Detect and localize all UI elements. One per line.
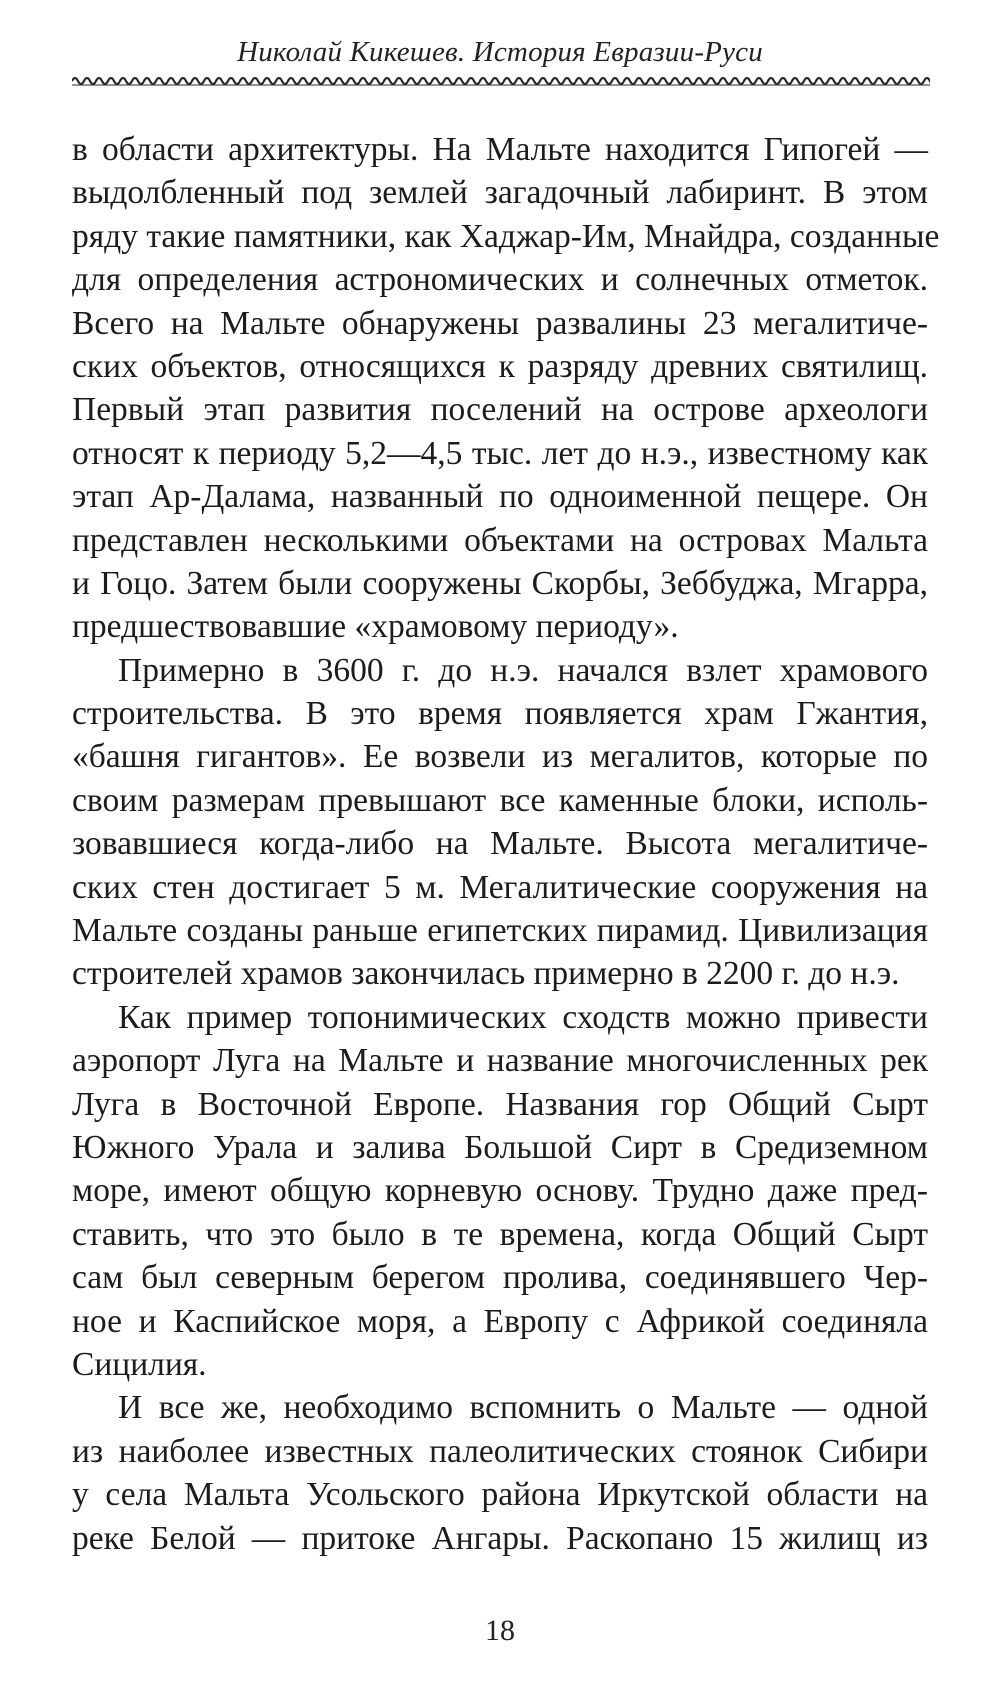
text-line: строительства. В это время появляется храм Гжантия, (72, 695, 928, 733)
page-number: 18 (485, 1614, 515, 1647)
text-line: зовавшиеся когда-либо на Мальте. Высота мегалитиче- (72, 825, 928, 863)
text-line: ставить, что это было в те времена, когда Общий Сырт (72, 1215, 928, 1253)
text-line: у села Мальта Усольского района Иркутской области на (72, 1476, 928, 1514)
text-line: сам был северным берегом пролива, соединявшего Чер- (72, 1259, 928, 1297)
text-line: и Гоцо. Затем были сооружены Скорбы, Зеббуджа, Мгарра, (72, 564, 928, 602)
text-line: море, имеют общую корневую основу. Трудно даже пред- (72, 1172, 928, 1210)
text-line: из наиболее известных палеолитических стоянок Сибири (72, 1432, 928, 1470)
text-line: относят к периоду 5,2—4,5 тыс. лет до н.э., известному как (72, 434, 928, 472)
text-line: Всего на Мальте обнаружены развалины 23 мегалитиче- (72, 304, 928, 342)
text-line: для определения астрономических и солнечных отметок. (72, 261, 928, 299)
decorative-rule-ornament (72, 74, 930, 88)
text-line: Сицилия. (72, 1345, 207, 1383)
text-line: Первый этап развития поселений на острове археологи (72, 391, 928, 429)
text-line: этап Ар-Далама, названный по одноименной пещере. Он (72, 478, 928, 516)
text-line: Примерно в 3600 г. до н.э. начался взлет храмового (118, 651, 928, 689)
text-line: предшествовавшие «храмовому периоду». (72, 608, 679, 646)
text-line: аэропорт Луга на Мальте и название многочисленных рек (72, 1042, 928, 1080)
text-line: в области архитектуры. На Мальте находится Гипогей — (72, 131, 928, 168)
running-head-title: Николай Кикешев. История Евразии-Руси (237, 36, 763, 68)
text-line: ряду такие памятники, как Хаджар-Им, Мнайдра, созданные (72, 217, 940, 255)
text-line: строителей храмов закончилась примерно в 2200 г. до н.э. (72, 955, 900, 993)
body-text (72, 128, 940, 1560)
text-line: своим размерам превышают все каменные блоки, исполь- (72, 781, 928, 819)
text-line: ских объектов, относящихся к разряду древних святилищ. (72, 347, 928, 385)
text-line: «башня гигантов». Ее возвели из мегалитов, которые по (72, 738, 928, 776)
text-line: Мальте созданы раньше египетских пирамид. Цивилизация (72, 912, 928, 950)
text-line: Как пример топонимических сходств можно привести (118, 998, 928, 1036)
text-line: Луга в Восточной Европе. Названия гор Общий Сырт (72, 1085, 928, 1123)
text-line: Южного Урала и залива Большой Сирт в Средиземном (72, 1128, 928, 1166)
text-line: ских стен достигает 5 м. Мегалитические сооружения на (72, 868, 928, 906)
text-line: реке Белой — притоке Ангары. Раскопано 15 жилищ из (72, 1519, 928, 1557)
text-line: выдолбленный под землей загадочный лабиринт. В этом (72, 174, 928, 212)
text-line: И все же, необходимо вспомнить о Мальте — одной (118, 1389, 928, 1427)
text-line: ное и Каспийское моря, а Европу с Африкой соединяла (72, 1302, 928, 1340)
text-line: представлен несколькими объектами на островах Мальта (72, 521, 928, 559)
